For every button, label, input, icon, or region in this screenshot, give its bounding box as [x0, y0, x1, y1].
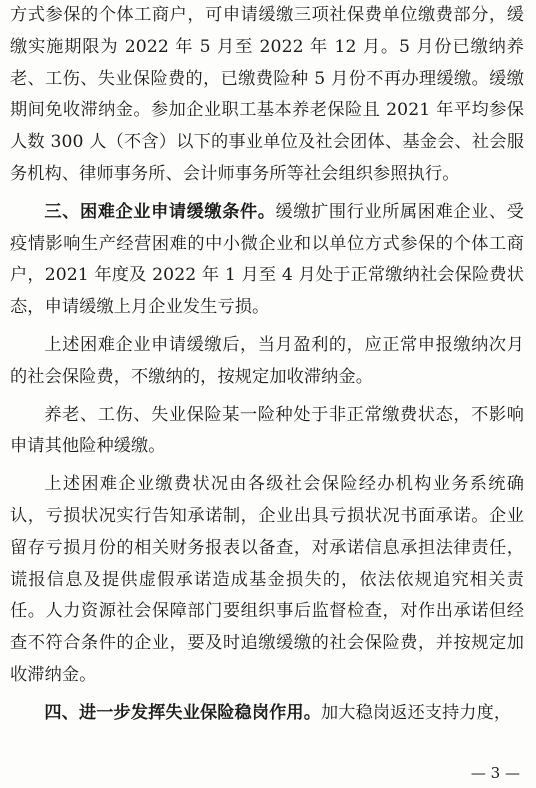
paragraph-text: 加大稳岗返还支持力度，	[321, 702, 512, 723]
document-body	[10, 0, 524, 730]
paragraph-insurance-type	[10, 400, 524, 464]
paragraph-profit-rule	[10, 330, 524, 394]
paragraph-section-four	[10, 698, 524, 730]
paragraph-text: 上述困难企业申请缓缴后，当月盈利的，应正常申报缴纳次月的社会保险费，不缴纳的，按规定加收滞纳金。	[10, 334, 524, 387]
paragraph-text: 养老、工伤、失业保险某一险种处于非正常缴费状态，不影响申请其他险种缓缴。	[10, 404, 524, 457]
paragraph-verification	[10, 469, 524, 692]
paragraph-section-three	[10, 197, 524, 324]
paragraph-text: 缓缴扩围行业所属困难企业、受疫情影响生产经营困难的中小微企业和以单位方式参保的个体工商户，2021 年度及 2022 年 1 月至 4 月处于正常缴纳社会保险费状态，申请缓缴上月企业发生亏损。	[10, 201, 524, 318]
section-heading-three: 三、困难企业申请缓缴条件。	[44, 201, 276, 222]
page-number: — 3 —	[470, 764, 520, 782]
section-heading-four: 四、进一步发挥失业保险稳岗作用。	[44, 702, 321, 723]
paragraph-text: 方式参保的个体工商户，可申请缓缴三项社保费单位缴费部分，缓缴实施期限为 2022 年 5 月至 2022 年 12 月。5 月份已缴纳养老、工伤、失业保险费的，已缴费险种 5 月份不再办理缓缴。缓缴期间免收滞纳金。参加企业职工基本养老保险且 2021 年平均参保人数 300 人（不含）以下的事业单位及社会团体、基金会、社会服务机构、律师事务所、会计师事务所等社会组织参照执行。	[10, 5, 524, 184]
paragraph-text: 上述困难企业缴费状况由各级社会保险经办机构业务系统确认，亏损状况实行告知承诺制，企业出具亏损状况书面承诺。企业留存亏损月份的相关财务报表以备查，对承诺信息承担法律责任，谎报信息及提供虚假承诺造成基金损失的，依法依规追究相关责任。人力资源社会保障部门要组织事后监督检查，对作出承诺但经查不符合条件的企业，要及时追缴缓缴的社会保险费，并按规定加收滞纳金。	[10, 474, 524, 685]
paragraph-continuation	[10, 0, 524, 191]
